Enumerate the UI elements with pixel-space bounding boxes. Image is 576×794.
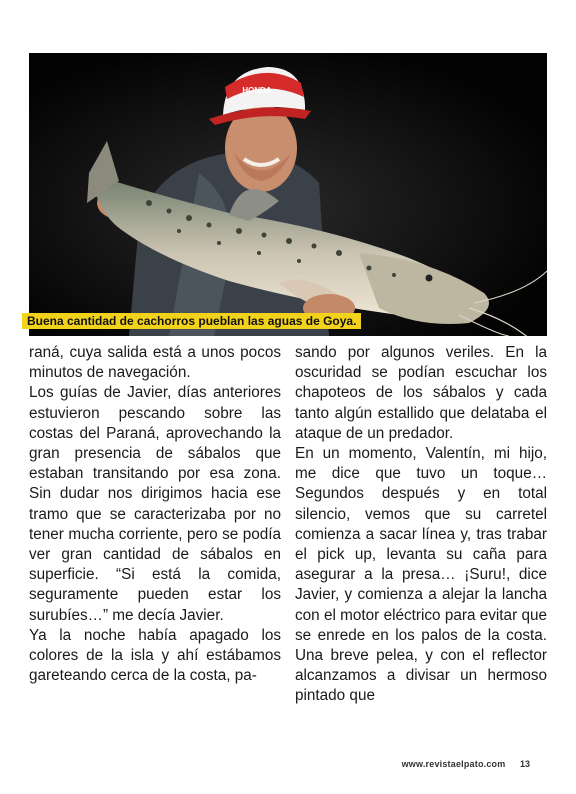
website-url[interactable]: www.revistaelpato.com — [401, 759, 506, 769]
cap-logo: HONDA — [242, 86, 272, 95]
article-photo — [29, 53, 547, 336]
paragraph: sando por algunos veriles. En la oscuridad se podían escuchar los chapoteos de los sábalos y cada tanto algún estallido que delataba el ataque de un predador. — [295, 344, 547, 442]
angler-with-catfish-illustration — [29, 53, 547, 336]
article-column-right — [295, 343, 547, 707]
paragraph: raná, cuya salida está a unos pocos minutos de navegación. — [29, 344, 281, 382]
photo-caption: Buena cantidad de cachorros pueblan las aguas de Goya. — [22, 313, 361, 329]
paragraph: En un momento, Valentín, mi hijo, me dice que tuvo un toque… Segundos después y en total silencio, vemos que su carretel comienza a sacar línea y, tras trabar el pick up, levanta su caña para asegurar a la presa… ¡Suru!, dice Javier, y comienza a alejar la lancha con el motor eléctrico para evitar que se enrede en los palos de la costa. Una breve pelea, y con el reflector alcanzamos a divisar un hermoso pintado que — [295, 445, 547, 705]
page-footer — [402, 759, 530, 769]
paragraph: Los guías de Javier, días anteriores estuvieron pescando sobre las costas del Paraná, aprovechando la gran presencia de sábalos que estaban transitando por esa zona. Sin dudar nos dirigimos hacia ese tramo que se caracterizaba por no tener mucha corriente, pero se podía ver gran cantidad de sábalos en superficie. “Si está la comida, seguramente pueden estar los surubíes…” me decía Javier. — [29, 384, 281, 624]
page-number: 13 — [519, 759, 530, 769]
paragraph: Ya la noche había apagado los colores de la isla y ahí estábamos gareteando cerca de la costa, pa- — [29, 626, 281, 685]
article-column-left — [29, 343, 281, 686]
